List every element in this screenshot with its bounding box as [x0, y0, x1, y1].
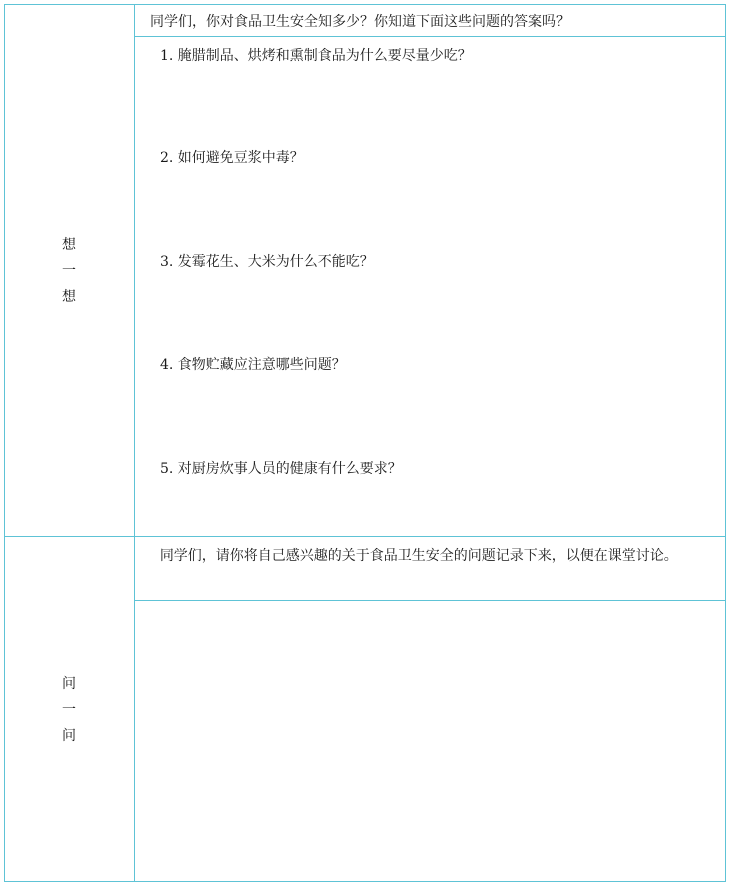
question-item: 3. 发霉花生、大米为什么不能吃？ — [160, 254, 374, 270]
section-divider — [4, 536, 726, 537]
question-item: 1. 腌腊制品、烘烤和熏制食品为什么要尽量少吃？ — [160, 48, 472, 64]
section-label-think — [4, 232, 134, 310]
row-divider-intro1 — [134, 36, 726, 37]
question-item: 2. 如何避免豆浆中毒？ — [160, 150, 304, 166]
question-item: 4. 食物贮藏应注意哪些问题？ — [160, 357, 346, 373]
section-label-ask — [4, 671, 134, 749]
section-label-char: 一 — [62, 263, 76, 279]
section-label-char: 问 — [62, 728, 76, 744]
section-label-char: 想 — [62, 289, 76, 305]
section1-intro: 同学们，你对食品卫生安全知多少？你知道下面这些问题的答案吗？ — [150, 14, 570, 30]
section-label-char: 问 — [62, 676, 76, 692]
section-label-char: 一 — [62, 702, 76, 718]
section2-intro: 同学们，请你将自己感兴趣的关于食品卫生安全的问题记录下来，以便在课堂讨论。 — [159, 548, 678, 564]
question-item: 5. 对厨房炊事人员的健康有什么要求？ — [160, 461, 402, 477]
answer-writing-area[interactable] — [135, 601, 725, 881]
section-label-char: 想 — [62, 237, 76, 253]
